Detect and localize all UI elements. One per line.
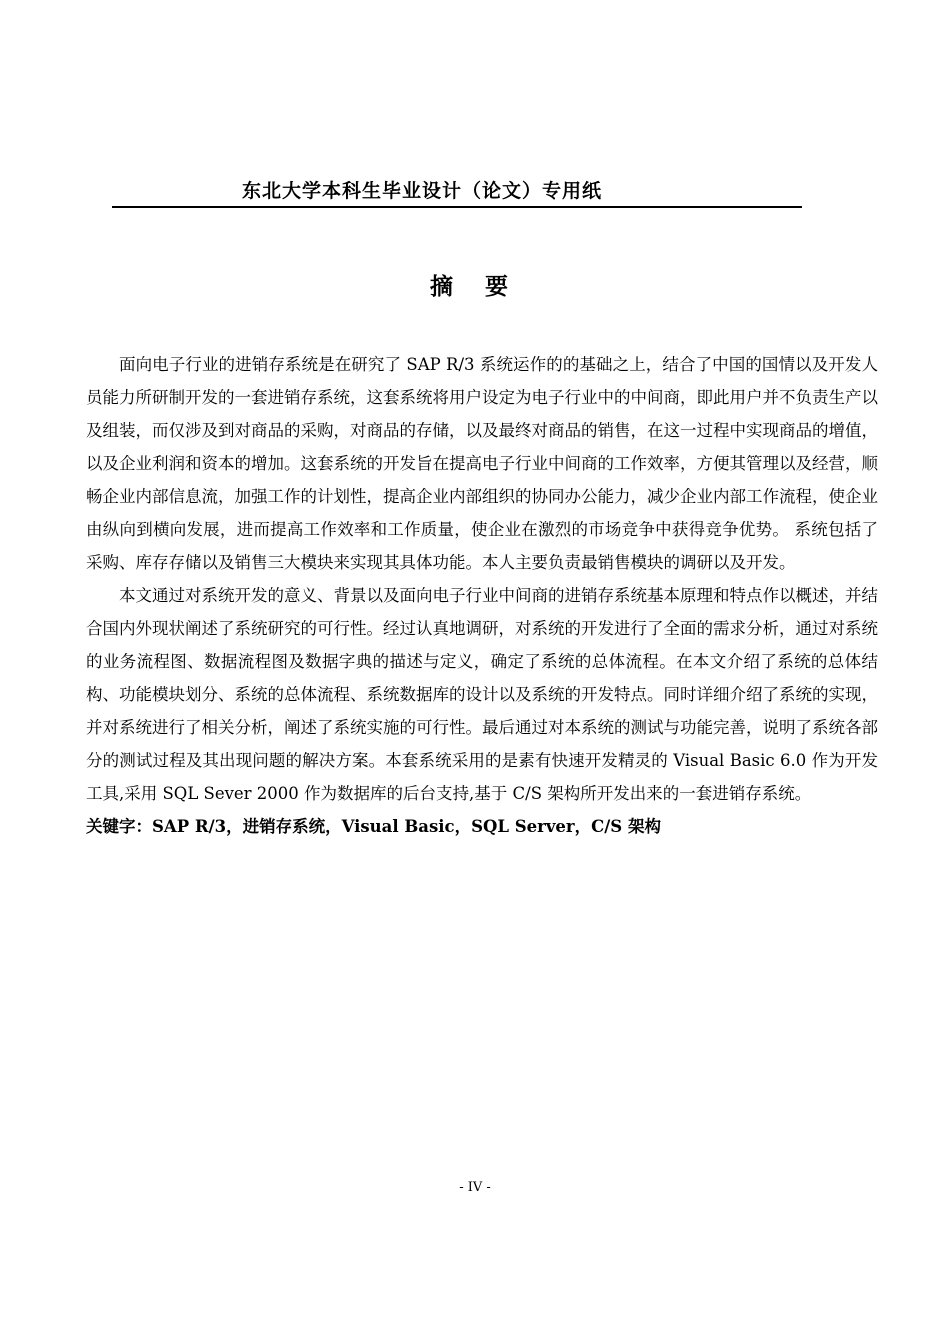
keywords-line: 关键字：SAP R/3，进销存系统，Visual Basic，SQL Server，C/S 架构	[86, 817, 661, 836]
abstract-title: 摘 要	[429, 274, 520, 300]
header-title: 东北大学本科生毕业设计（论文）专用纸	[241, 180, 602, 202]
page-header	[112, 176, 802, 208]
abstract-paragraph-1: 面向电子行业的进销存系统是在研究了 SAP R/3 系统运作的的基础之上，结合了中国的国情以及开发人员能力所研制开发的一套进销存系统，这套系统将用户设定为电子行业中的中间商，即此用户并不负责生产以及组装，而仅涉及到对商品的采购，对商品的存储，以及最终对商品的销售，在这一过程中实现商品的增值，以及企业利润和资本的增加。这套系统的开发旨在提高电子行业中间商的工作效率，方便其管理以及经营，顺畅企业内部信息流，加强工作的计划性，提高企业内部组织的协同办公能力，减少企业内部工作流程，使企业由纵向到横向发展，进而提高工作效率和工作质量，使企业在激烈的市场竞争中获得竞争优势。 系统包括了采购、库存存储以及销售三大模块来实现其具体功能。本人主要负责最销售模块的调研以及开发。	[86, 355, 878, 572]
abstract-paragraph-2: 本文通过对系统开发的意义、背景以及面向电子行业中间商的进销存系统基本原理和特点作以概述，并结合国内外现状阐述了系统研究的可行性。经过认真地调研，对系统的开发进行了全面的需求分析，通过对系统的业务流程图、数据流程图及数据字典的描述与定义，确定了系统的总体流程。在本文介绍了系统的总体结构、功能模块划分、系统的总体流程、系统数据库的设计以及系统的开发特点。同时详细介绍了系统的实现，并对系统进行了相关分析，阐述了系统实施的可行性。最后通过对本系统的测试与功能完善，说明了系统各部分的测试过程及其出现问题的解决方案。本套系统采用的是素有快速开发精灵的 Visual Basic 6.0 作为开发工具,采用 SQL Sever 2000 作为数据库的后台支持,基于 C/S 架构所开发出来的一套进销存系统。	[86, 586, 878, 803]
page-number: - IV -	[459, 1180, 491, 1195]
abstract-body	[86, 348, 878, 844]
